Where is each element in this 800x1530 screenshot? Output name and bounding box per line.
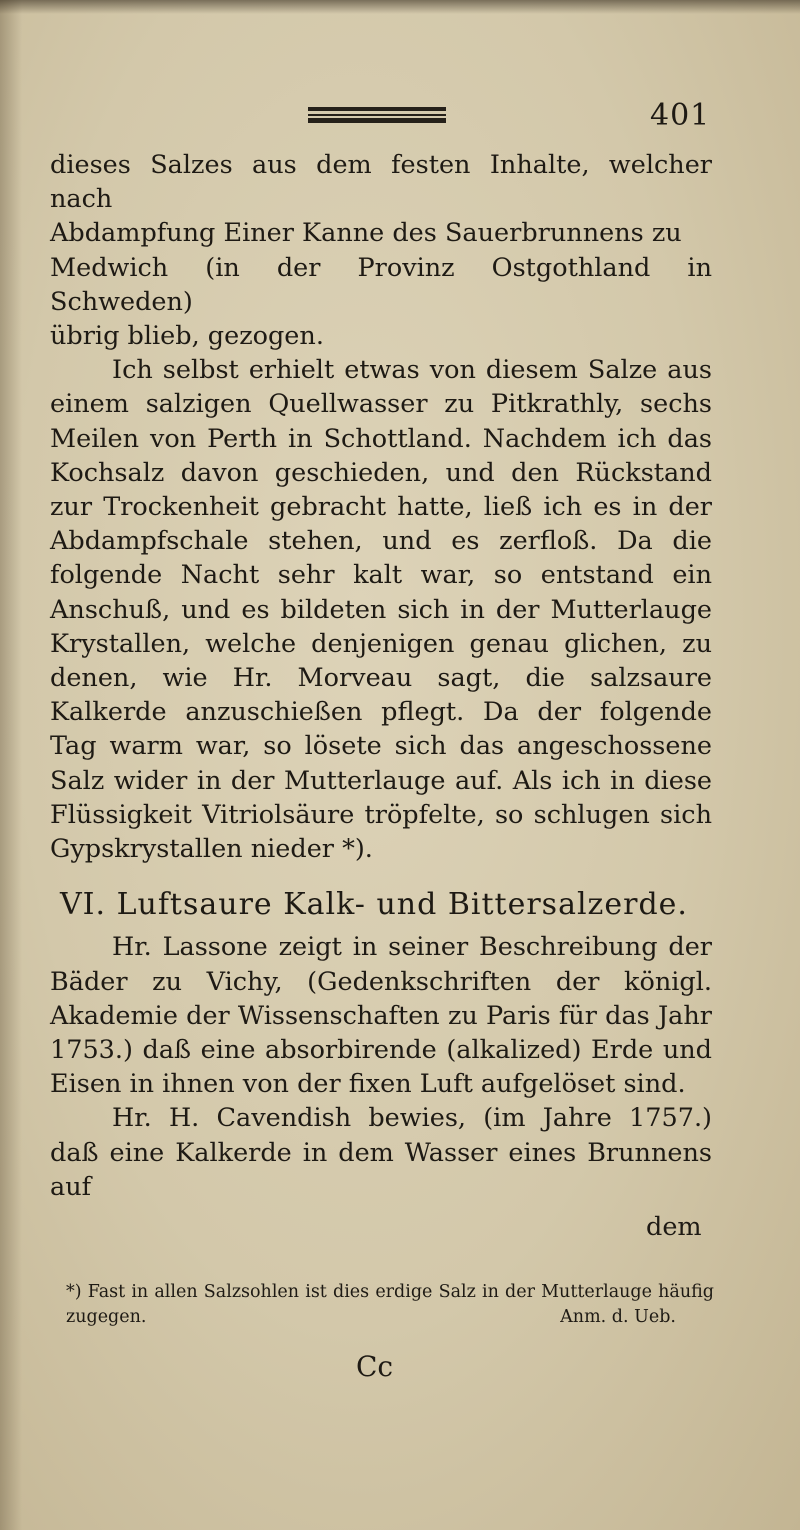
catchword: dem bbox=[646, 1212, 702, 1242]
header-ornament-rule bbox=[308, 107, 446, 123]
paragraph: Hr. Lassone zeigt in seiner Beschreibung der Bäder zu Vichy, (Gedenkschriften der königl. Akademie der Wissenschaften zu Paris für das Jahr 1753.) daß eine absorbirende (alkalized) Erde und Eisen in ihnen von der fixen Luft aufgelöset sind. bbox=[50, 932, 712, 1100]
main-text bbox=[50, 148, 712, 1204]
page-edge-shadow bbox=[0, 0, 22, 1530]
text-line: Abdampfung Einer Kanne des Sauerbrunnens zu bbox=[50, 218, 682, 249]
footnote-attribution: Anm. d. Ueb. bbox=[560, 1307, 676, 1327]
text-line: Medwich (in der Provinz Ostgothland in Schweden) bbox=[50, 252, 712, 317]
page-number: 401 bbox=[650, 98, 711, 133]
text-line: dieses Salzes aus dem festen Inhalte, welcher nach bbox=[50, 150, 712, 215]
page-top-shadow bbox=[0, 0, 800, 14]
paragraph-continued bbox=[50, 148, 712, 353]
text-line: übrig blieb, gezogen. bbox=[50, 321, 324, 352]
paragraph: Ich selbst erhielt etwas von diesem Salze aus einem salzigen Quellwasser zu Pitkrathly, sechs Meilen von Perth in Schottland. Nachdem ich das Kochsalz davon geschieden, und den Rückstand zur Trockenheit gebracht hatte, ließ ich es in der Abdampfschale stehen, und es zerfloß. Da die folgende Nacht sehr kalt war, so entstand ein Anschuß, und es bildeten sich in der Mutterlauge Krystallen, welche denjenigen genau glichen, zu denen, wie Hr. Morveau sagt, die salzsaure Kalkerde anzuschießen pflegt. Da der folgende Tag warm war, so lösete sich das angeschossene Salz wider in der Mutterlauge auf. Als ich in diese Flüssigkeit Vitriolsäure tröpfelte, so schlugen sich Gypskrystallen nieder *). bbox=[50, 355, 712, 865]
signature-mark: Cc bbox=[356, 1350, 394, 1383]
paragraph: Hr. H. Cavendish bewies, (im Jahre 1757.) daß eine Kalkerde in dem Wasser eines Brunnens auf bbox=[50, 1103, 712, 1202]
footnote bbox=[66, 1280, 714, 1330]
section-heading: VI. Luftsaure Kalk- und Bittersalzerde. bbox=[60, 887, 688, 923]
footnote-text: *) Fast in allen Salzsohlen ist dies erdige Salz in der Mutterlauge häufig zugegen. bbox=[66, 1282, 714, 1327]
